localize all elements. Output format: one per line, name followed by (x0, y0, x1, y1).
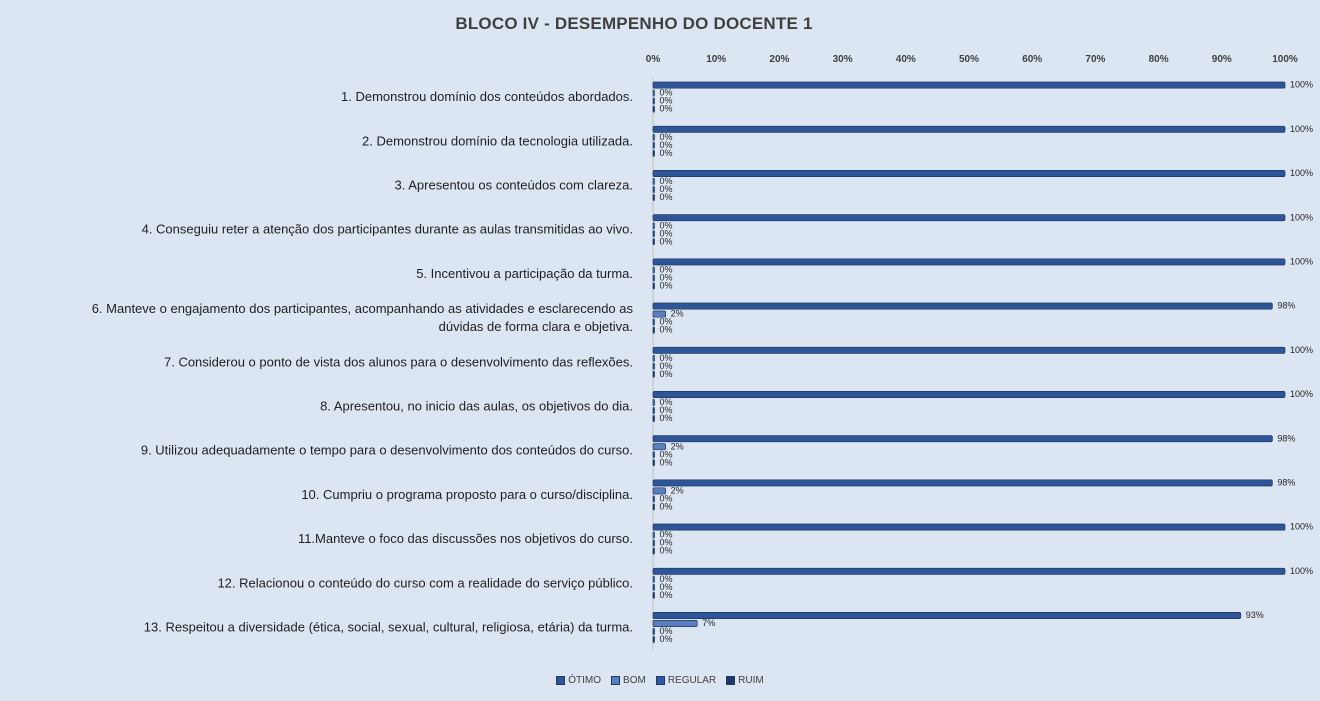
bar-ótimo (653, 612, 1241, 618)
bar-regular (653, 628, 655, 634)
bar-ruim (653, 548, 655, 554)
bar-ruim (653, 239, 655, 245)
data-label: 0% (659, 264, 673, 275)
category-label: 5. Incentivou a participação da turma. (416, 265, 633, 281)
category-label: 6. Manteve o engajamento dos participantes, acompanhando as atividades e esclarecendo as (91, 301, 633, 317)
legend-swatch (726, 676, 735, 685)
category-label: 13. Respeitou a diversidade (ética, social, sexual, cultural, religiosa, etária) da turma. (143, 619, 633, 635)
bar-regular (653, 319, 655, 325)
bar-bom (653, 223, 655, 229)
data-label: 0% (659, 236, 673, 247)
bar-bom (653, 576, 655, 582)
bar-bom (653, 267, 655, 273)
category-label: 9. Utilizou adequadamente o tempo para o desenvolvimento dos conteúdos do curso. (140, 442, 633, 458)
category-label: 2. Demonstrou domínio da tecnologia utilizada. (362, 133, 633, 149)
data-label: 0% (659, 131, 673, 142)
bar-ruim (653, 106, 655, 112)
data-label: 0% (659, 493, 673, 504)
legend-label: ÓTIMO (568, 675, 602, 686)
category-label: 3. Apresentou os conteúdos com clareza. (394, 177, 633, 193)
bar-ótimo (653, 82, 1285, 88)
data-label: 100% (1290, 565, 1314, 576)
data-label: 100% (1290, 168, 1314, 179)
data-label: 0% (659, 413, 673, 424)
category-label: 1. Demonstrou domínio dos conteúdos abordados. (341, 89, 633, 105)
bar-ótimo (653, 436, 1272, 442)
data-label: 0% (659, 449, 673, 460)
legend-label: RUIM (738, 675, 764, 686)
data-label: 0% (659, 360, 673, 371)
bar-bom (653, 399, 655, 405)
bar-ótimo (653, 259, 1285, 265)
data-label: 0% (659, 280, 673, 291)
bar-regular (653, 496, 655, 502)
bar-ótimo (653, 303, 1272, 309)
legend-item (656, 675, 716, 686)
data-label: 0% (659, 220, 673, 231)
x-tick-label: 50% (958, 54, 980, 65)
data-label: 0% (659, 457, 673, 468)
x-tick-label: 30% (832, 54, 853, 65)
bar-ótimo (653, 347, 1285, 353)
category-label: 8. Apresentou, no inicio das aulas, os objetivos do dia. (320, 398, 633, 414)
bar-regular (653, 231, 655, 237)
x-tick-label: 100% (1272, 54, 1298, 65)
data-label: 0% (659, 184, 673, 195)
data-label: 100% (1290, 123, 1314, 134)
data-label: 0% (659, 103, 673, 114)
bar-ruim (653, 504, 655, 510)
legend-swatch (656, 676, 665, 685)
x-tick-label: 70% (1085, 54, 1106, 65)
data-label: 0% (659, 147, 673, 158)
data-label: 0% (659, 573, 673, 584)
x-tick-label: 90% (1211, 54, 1232, 65)
data-label: 100% (1290, 79, 1314, 90)
bar-bom (653, 532, 655, 538)
data-label: 0% (659, 228, 673, 239)
x-tick-label: 80% (1148, 54, 1169, 65)
data-label: 0% (659, 324, 673, 335)
bar-ótimo (653, 215, 1285, 221)
x-tick-label: 0% (645, 54, 661, 65)
bar-regular (653, 363, 655, 369)
category-label: 11.Manteve o foco das discussões nos objetivos do curso. (297, 531, 633, 547)
bar-ruim (653, 194, 655, 200)
legend-item (556, 675, 601, 686)
data-label: 100% (1290, 256, 1314, 267)
bar-regular (653, 142, 655, 148)
legend-label: BOM (623, 675, 646, 686)
data-label: 100% (1290, 212, 1314, 223)
legend-swatch (556, 676, 565, 685)
bar-regular (653, 540, 655, 546)
data-label: 0% (659, 176, 673, 187)
data-label: 0% (659, 352, 673, 363)
data-label: 100% (1290, 344, 1314, 355)
legend-label: REGULAR (667, 675, 717, 686)
bar-ótimo (653, 391, 1285, 397)
data-label: 0% (659, 397, 673, 408)
data-label: 2% (670, 441, 684, 452)
bar-regular (653, 407, 655, 413)
bar-bom (653, 134, 655, 140)
bar-regular (653, 275, 655, 281)
bar-regular (653, 98, 655, 104)
category-label: 4. Conseguiu reter a atenção dos participantes durante as aulas transmitidas ao vivo. (141, 221, 633, 237)
bar-ruim (653, 327, 655, 333)
data-label: 0% (659, 87, 673, 98)
data-label: 0% (659, 537, 673, 548)
x-tick-label: 60% (1022, 54, 1043, 65)
category-label: 12. Relacionou o conteúdo do curso com a realidade do serviço público. (217, 575, 633, 591)
data-label: 0% (659, 545, 673, 556)
bar-ruim (653, 415, 655, 421)
bar-ruim (653, 371, 655, 377)
data-label: 2% (670, 485, 684, 496)
data-label: 0% (659, 529, 673, 540)
bar-ótimo (653, 126, 1285, 132)
data-label: 7% (702, 618, 716, 629)
data-label: 0% (659, 405, 673, 416)
data-label: 98% (1277, 433, 1296, 444)
data-label: 98% (1277, 477, 1296, 488)
bar-ruim (653, 150, 655, 156)
bar-bom (653, 178, 655, 184)
legend-swatch (611, 676, 620, 685)
x-tick-label: 40% (895, 54, 916, 65)
x-tick-label: 10% (706, 54, 727, 65)
data-label: 0% (659, 139, 673, 150)
bar-ótimo (653, 170, 1285, 176)
legend-item (611, 675, 646, 686)
bar-ruim (653, 636, 655, 642)
category-label: 10. Cumpriu o programa proposto para o curso/disciplina. (301, 486, 633, 502)
bar-ruim (653, 460, 655, 466)
data-label: 0% (659, 368, 673, 379)
data-label: 0% (659, 581, 673, 592)
legend-item (726, 675, 764, 686)
data-label: 0% (659, 626, 673, 637)
data-label: 2% (670, 308, 684, 319)
x-tick-label: 20% (769, 54, 790, 65)
bar-ruim (653, 592, 655, 598)
data-label: 0% (659, 634, 673, 645)
bar-ótimo (653, 524, 1285, 530)
data-label: 0% (659, 95, 673, 106)
data-label: 0% (659, 316, 673, 327)
bar-bom (653, 90, 655, 96)
data-label: 100% (1290, 521, 1314, 532)
bar-regular (653, 186, 655, 192)
category-label: dúvidas de forma clara e objetiva. (438, 319, 633, 335)
category-label: 7. Considerou o ponto de vista dos alunos para o desenvolvimento das reflexões. (163, 354, 633, 370)
data-label: 0% (659, 272, 673, 283)
bar-ótimo (653, 568, 1285, 574)
bar-regular (653, 584, 655, 590)
data-label: 98% (1277, 300, 1296, 311)
bar-bom (653, 355, 655, 361)
bar-ótimo (653, 480, 1272, 486)
data-label: 0% (659, 192, 673, 203)
bar-ruim (653, 283, 655, 289)
data-label: 100% (1290, 389, 1314, 400)
chart-legend (0, 675, 1320, 686)
data-label: 93% (1245, 610, 1264, 621)
bar-regular (653, 452, 655, 458)
data-label: 0% (659, 501, 673, 512)
chart-title: BLOCO IV - DESEMPENHO DO DOCENTE 1 (455, 14, 813, 33)
data-label: 0% (659, 589, 673, 600)
